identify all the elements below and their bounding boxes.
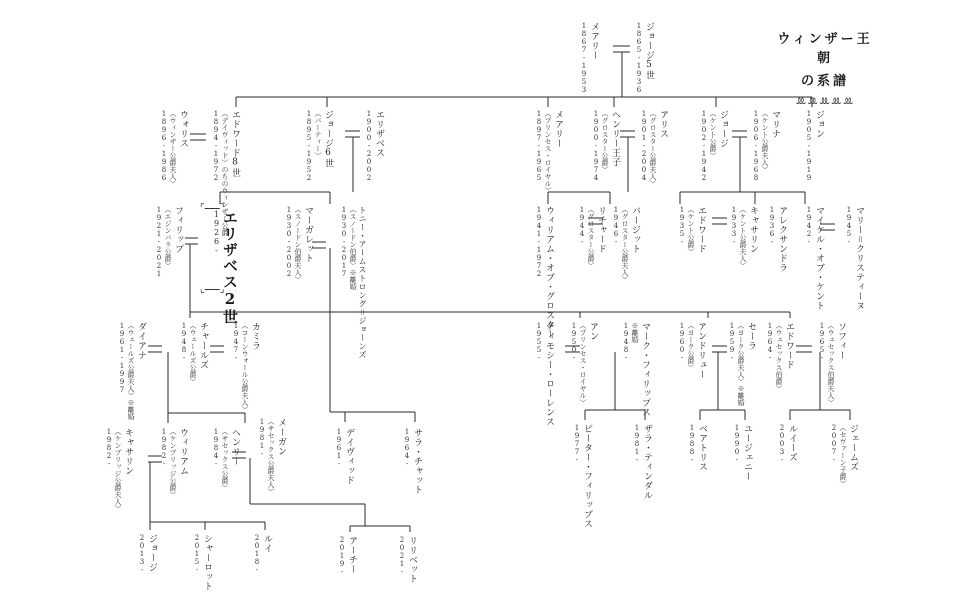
person-name: エドワード xyxy=(696,206,706,254)
person-years: 1936- xyxy=(768,206,776,246)
person-louis xyxy=(253,534,271,574)
person-name: ジョージ xyxy=(718,110,728,148)
person-name: ジョージ5世 xyxy=(644,22,654,80)
person-richard xyxy=(578,206,605,269)
highlight-bracket-top: ⌜⎯⎯⎯⌝ xyxy=(200,203,225,214)
person-title: （サセックス公爵夫人） xyxy=(267,418,275,495)
person-philip xyxy=(155,206,182,278)
person-name: アリス xyxy=(658,110,668,139)
person-years: 1964- xyxy=(403,428,411,468)
person-name: エリザベス2世 xyxy=(221,210,239,325)
person-name: リリベット xyxy=(407,536,417,584)
person-meghan xyxy=(258,418,285,495)
person-katharine-kent xyxy=(730,206,757,269)
person-name: アン xyxy=(588,322,598,341)
person-george xyxy=(138,534,156,574)
person-years: 1945- xyxy=(845,206,853,246)
person-peter xyxy=(573,424,591,529)
person-years: 1900-2002 xyxy=(365,110,373,182)
person-years: 1961-1997 xyxy=(118,322,126,394)
highlight-bracket-bottom: ⌞⎯⎯⎯⌟ xyxy=(200,284,225,295)
person-years: 1930-2002 xyxy=(285,206,293,278)
person-years: 1905-1919 xyxy=(805,110,813,182)
person-name: エドワード8世 xyxy=(230,110,240,178)
person-mark xyxy=(622,322,649,417)
person-title: （ケンブリッジ公爵） xyxy=(169,428,177,498)
person-title: （バーティー） xyxy=(314,110,322,159)
person-years: 2019- xyxy=(338,536,346,576)
person-birgitte xyxy=(612,206,639,283)
person-name: アレクサンドラ xyxy=(777,206,787,273)
person-william xyxy=(160,428,187,498)
person-george6 xyxy=(305,110,332,182)
person-years: 1981- xyxy=(633,424,641,464)
person-title: （グロスター公爵夫人） xyxy=(649,110,657,187)
person-name: デイヴィッド xyxy=(344,428,354,485)
person-years: 2018- xyxy=(253,534,261,574)
person-years: 1947- xyxy=(232,322,240,362)
person-years: 1933- xyxy=(730,206,738,246)
person-title: （ウェールズ公爵夫人）※離婚 xyxy=(127,322,135,420)
person-name: マーガレット xyxy=(303,206,313,263)
person-sarah xyxy=(728,322,755,406)
person-henry xyxy=(212,428,239,491)
person-name: ジョージ6世 xyxy=(323,110,333,168)
person-years: 1901-2004 xyxy=(640,110,648,182)
person-years: 1941-1972 xyxy=(535,206,543,278)
person-name: チャールズ xyxy=(198,322,208,370)
person-name: ジェームズ xyxy=(848,424,858,472)
person-years: 1865-1936 xyxy=(635,22,643,94)
title-ornament: ꔛꔛꔛꔛꔛ xyxy=(795,95,855,108)
person-title: （サセックス公爵） xyxy=(221,428,229,491)
person-name: フィリップ xyxy=(173,206,183,254)
person-name: ユージェニー xyxy=(742,424,752,481)
person-name: キャサリン xyxy=(748,206,758,254)
person-title: （コーンウォール公爵夫人） xyxy=(241,322,249,413)
person-name: ダイアナ xyxy=(136,322,146,360)
person-years: 1981- xyxy=(258,418,266,458)
person-years: 1942- xyxy=(805,206,813,246)
person-years: 1950- xyxy=(570,322,578,362)
person-mary-teck xyxy=(580,22,598,94)
person-camilla xyxy=(232,322,259,413)
person-title: （ケント公爵夫人） xyxy=(739,206,747,269)
person-name: メアリー xyxy=(553,110,563,148)
person-years: 1965- xyxy=(818,322,826,362)
person-name: ウォリス xyxy=(178,110,188,148)
person-years: 1959- xyxy=(728,322,736,362)
person-years: 1867-1953 xyxy=(580,22,588,94)
person-name: リチャード xyxy=(596,206,606,254)
person-years: 1960- xyxy=(678,322,686,362)
person-name: ピーター・フィリップス xyxy=(582,424,592,529)
person-title: （ウィンザー公爵夫人） xyxy=(169,110,177,187)
person-years: 1895-1952 xyxy=(305,110,313,182)
person-name: ウィリアム xyxy=(178,428,188,476)
person-years: 1982- xyxy=(160,428,168,468)
person-title: （グロスター公爵夫人） xyxy=(621,206,629,283)
person-name: マイケル・オブ・ケント xyxy=(814,206,824,311)
person-sophie xyxy=(818,322,845,406)
person-years: 1902-1942 xyxy=(700,110,708,182)
person-lilibet xyxy=(398,536,416,584)
person-title: （プリンセス・ロイヤル） xyxy=(544,110,552,194)
person-name: トニー・アームストロング＝ジョーンズ xyxy=(358,206,367,359)
person-years: 1944- xyxy=(578,206,586,246)
person-name: エドワード xyxy=(784,322,794,370)
person-name: カミラ xyxy=(250,322,260,351)
person-william-glo xyxy=(535,206,553,339)
person-years: 2003- xyxy=(778,424,786,464)
person-title: （ウェールズ公爵） xyxy=(189,322,197,385)
person-years: 1930-2017 xyxy=(340,206,348,278)
person-title: （ケンブリッジ公爵夫人） xyxy=(114,428,122,512)
person-years: 1990- xyxy=(733,424,741,464)
person-name: アーチー xyxy=(347,536,357,574)
person-years: 2021- xyxy=(398,536,406,576)
person-years: 2013- xyxy=(138,534,146,574)
person-years: 2015- xyxy=(193,534,201,574)
person-charles xyxy=(180,322,207,385)
person-title: （セヴァーン子爵） xyxy=(839,424,847,487)
person-years: 1977- xyxy=(573,424,581,464)
person-years: 2007- xyxy=(830,424,838,464)
person-years: 1926- xyxy=(212,210,221,255)
person-name: シャーロット xyxy=(202,534,212,591)
person-edward-wessex xyxy=(766,322,793,392)
person-diana xyxy=(118,322,145,420)
person-name: ルイ xyxy=(262,534,272,553)
person-name: セーラ xyxy=(746,322,756,351)
person-timothy xyxy=(535,322,553,427)
title-line-1: ウィンザー王朝 xyxy=(777,32,873,66)
person-years: 1921-2021 xyxy=(155,206,163,278)
person-years: 1964- xyxy=(766,322,774,362)
person-name: ザラ・ティンダル xyxy=(642,424,652,500)
person-name: ベアトリス xyxy=(697,424,707,472)
person-sarah-chatto xyxy=(403,428,421,495)
person-tony xyxy=(340,206,366,359)
person-title: ※離婚 xyxy=(631,322,639,343)
person-title: （スノードン伯爵）※離婚 xyxy=(349,206,357,290)
person-title: （ヨーク公爵夫人）※離婚 xyxy=(737,322,745,406)
person-zara xyxy=(633,424,651,500)
person-years: 1946- xyxy=(612,206,620,246)
person-anne xyxy=(570,322,597,406)
person-title: （ウェセックス伯爵夫人） xyxy=(827,322,835,406)
person-title: （ケント公爵） xyxy=(687,206,695,255)
person-name: ジョン xyxy=(814,110,824,139)
person-alice-glo xyxy=(640,110,667,187)
person-name: ヘンリー王子 xyxy=(610,110,620,167)
person-name: メーガン xyxy=(276,418,286,456)
person-edward-kent xyxy=(678,206,705,255)
person-title: （グロスター公爵） xyxy=(587,206,595,269)
person-name: アンドリュー xyxy=(696,322,706,379)
person-years: 1988- xyxy=(688,424,696,464)
person-john xyxy=(805,110,823,182)
person-title: （スノードン伯爵夫人） xyxy=(294,206,302,283)
person-years: 1955- xyxy=(535,322,543,362)
person-title: （プリンセス・ロイヤル） xyxy=(579,322,587,406)
person-years: 1984- xyxy=(212,428,220,468)
person-elizabeth-qm xyxy=(365,110,383,182)
person-name: ジョージ xyxy=(147,534,157,572)
person-elizabeth2 xyxy=(212,210,237,325)
person-name: ウィリアム・オブ・グロスター xyxy=(544,206,554,339)
person-name: マリー＝クリスティーヌ xyxy=(854,206,864,311)
person-name: ティモシー・ローレンス xyxy=(544,322,554,427)
person-charlotte xyxy=(193,534,211,591)
person-louise xyxy=(778,424,796,464)
person-title: （ヨーク公爵） xyxy=(687,322,695,371)
chart-title xyxy=(770,28,880,109)
person-years: 1897-1965 xyxy=(535,110,543,182)
person-name: バージット xyxy=(630,206,640,254)
person-years: 1900-1974 xyxy=(592,110,600,182)
person-name: マーク・フィリップス xyxy=(640,322,650,417)
person-years: 1896-1986 xyxy=(160,110,168,182)
person-andrew xyxy=(678,322,705,379)
person-marina xyxy=(752,110,779,182)
person-title: （グロスター公爵） xyxy=(601,110,609,173)
person-archie xyxy=(338,536,356,576)
person-years: 1906-1968 xyxy=(752,110,760,182)
person-henry-glo xyxy=(592,110,619,182)
person-name: マリナ xyxy=(770,110,780,139)
person-alexandra xyxy=(768,206,786,273)
person-james xyxy=(830,424,857,487)
person-title: （ケント公爵） xyxy=(709,110,717,159)
person-years: 1948- xyxy=(622,322,630,362)
person-name: ルイーズ xyxy=(787,424,797,462)
person-years: 1894-1972 xyxy=(212,110,220,182)
person-title: （ウェセックス伯爵） xyxy=(775,322,783,392)
person-years: 1948- xyxy=(180,322,188,362)
person-name: メアリー xyxy=(589,22,599,60)
person-name: キャサリン xyxy=(123,428,133,476)
person-david xyxy=(335,428,353,485)
person-name: エリザベス xyxy=(374,110,384,158)
person-years: 1961- xyxy=(335,428,343,468)
person-years: 1935- xyxy=(678,206,686,246)
person-catherine xyxy=(105,428,132,512)
title-line-2: の系譜 xyxy=(800,74,849,89)
person-mary-pr xyxy=(535,110,562,194)
person-margaret xyxy=(285,206,312,283)
person-wallis xyxy=(160,110,187,187)
person-michael-kent xyxy=(805,206,823,311)
person-marie-christine xyxy=(845,206,863,311)
person-title: （ケント公爵夫人） xyxy=(761,110,769,173)
person-george5 xyxy=(635,22,653,94)
person-name: ヘンリー xyxy=(230,428,240,466)
person-title: （エジンバラ公爵） xyxy=(164,206,172,269)
person-beatrice xyxy=(688,424,706,472)
person-george-kent xyxy=(700,110,727,182)
person-name: ソフィー xyxy=(836,322,846,360)
person-name: サラ・チャット xyxy=(412,428,422,495)
person-years: 1982- xyxy=(105,428,113,468)
person-title: （デイヴィッド）のちのウィンザー公爵 xyxy=(221,110,229,236)
person-eugenie xyxy=(733,424,751,481)
